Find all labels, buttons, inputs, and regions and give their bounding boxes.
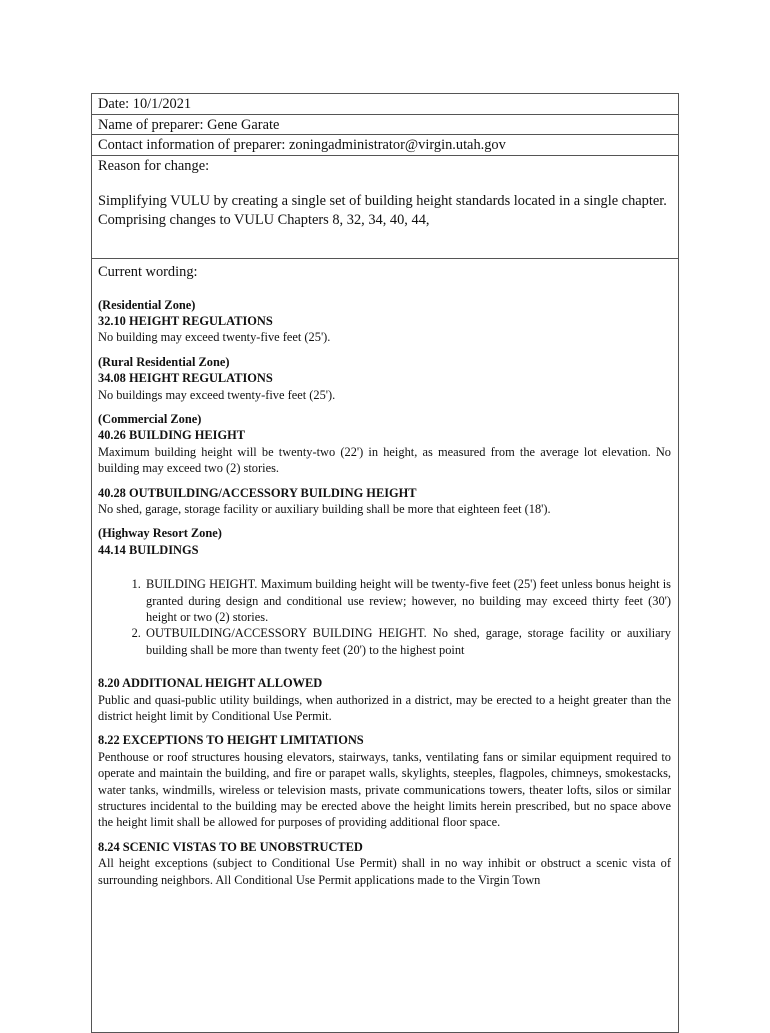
section-text: No shed, garage, storage facility or auxiliary building shall be more that eighteen feet (18'). — [98, 501, 551, 516]
preparer-contact: Contact information of preparer: zoningadministrator@virgin.utah.gov — [98, 137, 506, 153]
section-outbuilding — [98, 485, 671, 518]
list-item: 2. OUTBUILDING/ACCESSORY BUILDING HEIGHT. No shed, garage, storage facility or auxiliary building shall be more than twenty feet (20') to the highest point — [144, 625, 671, 658]
section-exceptions — [98, 732, 671, 830]
section-text: Penthouse or roof structures housing elevators, stairways, tanks, ventilating fans or similar equipment required to operate and maintain the building, and fire or parapet walls, skylights, steeples, flagpoles, chimneys, smokestacks, water tanks, windmills, wireless or television masts, private communications towers, theater lofts, silos or similar structures incidental to the building may be erected above the height limits herein prescribed, but no space above the height limit shall be allowed for purposes of providing additional floor space. — [98, 749, 671, 830]
reason-label: Reason for change: — [98, 157, 210, 174]
section-heading: 8.22 EXCEPTIONS TO HEIGHT LIMITATIONS — [98, 733, 364, 748]
date-row — [92, 94, 678, 115]
section-heading: 8.20 ADDITIONAL HEIGHT ALLOWED — [98, 676, 323, 691]
current-wording-label: Current wording: — [98, 263, 198, 280]
section-heading: 32.10 HEIGHT REGULATIONS — [98, 313, 273, 328]
list-item: 1. BUILDING HEIGHT. Maximum building height will be twenty-five feet (25') feet unless bonus height is granted during design and conditional use review; however, no building may exceed thirty feet (30') height or two (2) stories. — [144, 576, 671, 625]
reason-section — [92, 156, 678, 259]
section-additional-height — [98, 675, 671, 724]
section-commercial — [98, 411, 671, 477]
building-list — [98, 576, 671, 658]
section-heading: 34.08 HEIGHT REGULATIONS — [98, 371, 273, 386]
section-highway-resort — [98, 525, 671, 558]
zone-label: (Commercial Zone) — [98, 411, 202, 426]
preparer-row — [92, 115, 678, 136]
zone-label: (Highway Resort Zone) — [98, 526, 222, 541]
section-text: No buildings may exceed twenty-five feet (25'). — [98, 387, 336, 402]
reason-text: Simplifying VULU by creating a single set of building height standards located in a single chapter. Comprising changes to VULU Chapters 8, 32, 34, 40, 44, — [98, 193, 667, 228]
section-residential — [98, 297, 671, 346]
current-wording-section — [92, 259, 678, 889]
section-text: No building may exceed twenty-five feet (25'). — [98, 330, 331, 345]
section-heading: 8.24 SCENIC VISTAS TO BE UNOBSTRUCTED — [98, 839, 363, 854]
section-heading: 40.26 BUILDING HEIGHT — [98, 428, 245, 443]
section-scenic-vistas — [98, 839, 671, 888]
zone-label: (Rural Residential Zone) — [98, 354, 230, 369]
section-text: Maximum building height will be twenty-two (22') in height, as measured from the average lot elevation. No building may exceed two (2) stories. — [98, 444, 671, 476]
section-text: Public and quasi-public utility buildings, when authorized in a district, may be erected to a height greater than the district height limit by Conditional Use Permit. — [98, 692, 671, 724]
change-form-table — [91, 93, 679, 1033]
date-field: Date: 10/1/2021 — [98, 96, 192, 112]
zone-label: (Residential Zone) — [98, 297, 196, 312]
section-heading: 40.28 OUTBUILDING/ACCESSORY BUILDING HEIGHT — [98, 485, 417, 500]
section-heading: 44.14 BUILDINGS — [98, 542, 199, 557]
section-text: All height exceptions (subject to Conditional Use Permit) shall in no way inhibit or obstruct a scenic vista of surrounding neighbors. All Conditional Use Permit applications made to the Virgin Town — [98, 856, 671, 887]
preparer-name: Name of preparer: Gene Garate — [98, 116, 280, 133]
contact-row — [92, 135, 678, 156]
section-rural-residential — [98, 354, 671, 403]
